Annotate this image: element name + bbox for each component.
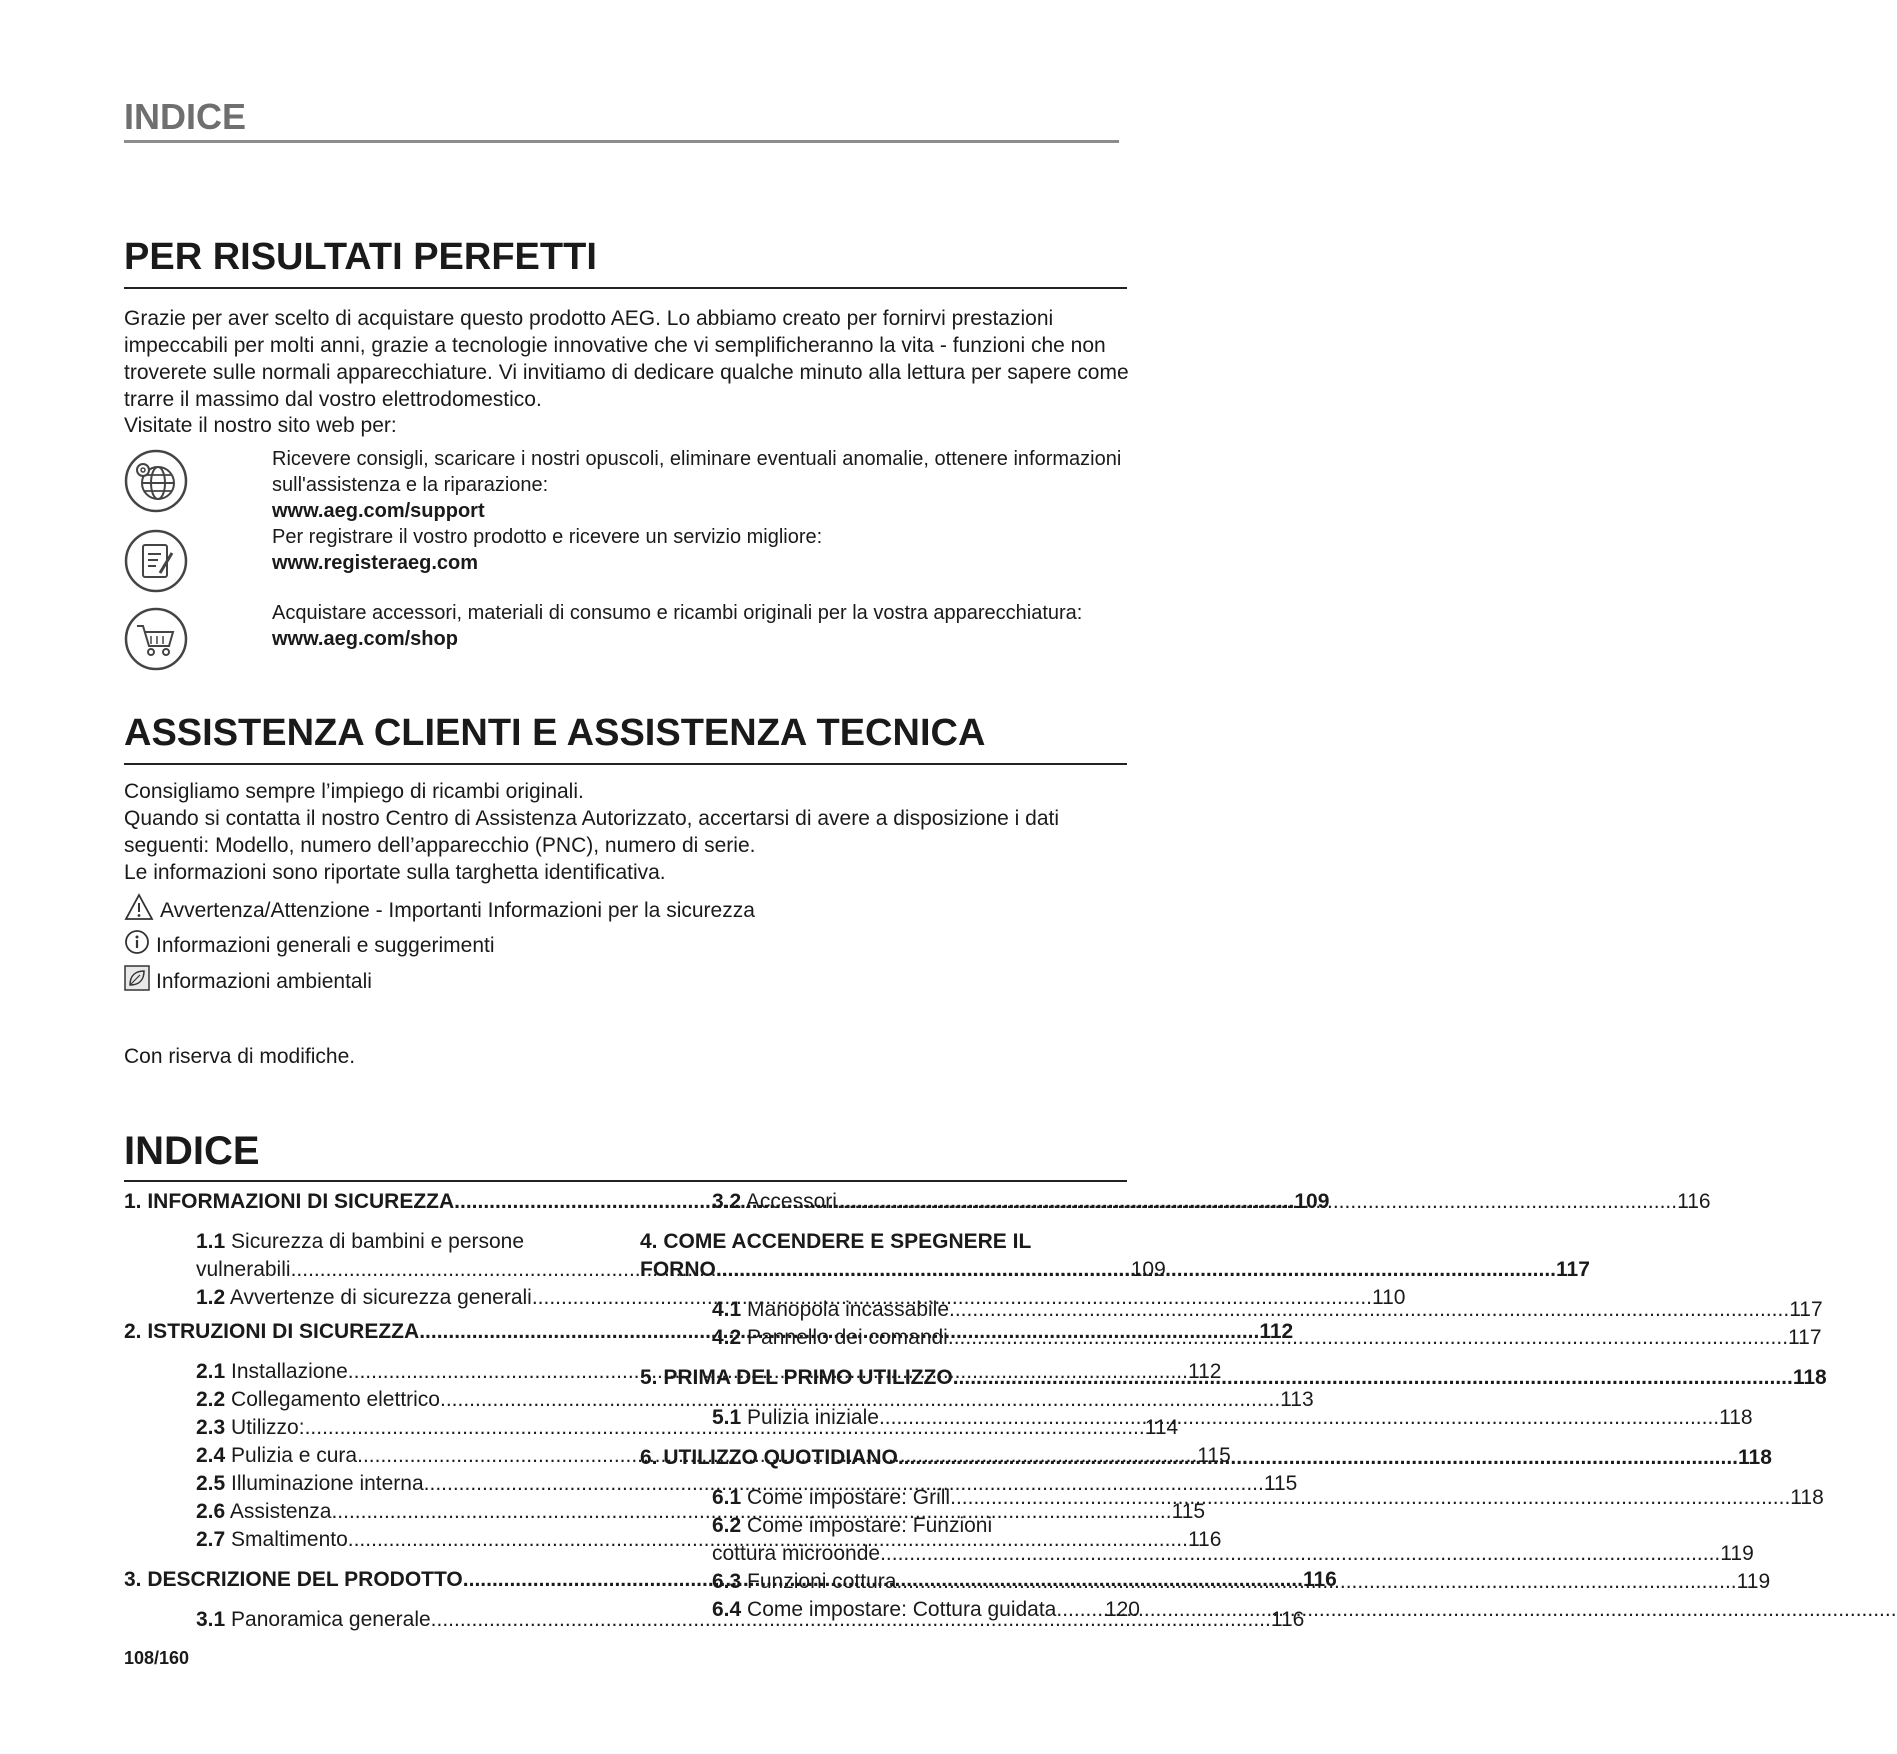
toc-page: 118 (1738, 1446, 1772, 1469)
toc-label: Collegamento elettrico (231, 1388, 440, 1411)
toc-num: 4.2 (712, 1326, 742, 1349)
shopping-cart-icon (123, 606, 189, 672)
toc-page: 115 (1171, 1500, 1206, 1523)
toc-num: 6.2 (712, 1514, 742, 1537)
toc-num: 5.1 (712, 1406, 742, 1429)
support-block (272, 446, 1132, 524)
toc-label: Come impostare: Cottura guidata (747, 1598, 1057, 1621)
toc-label: 3. DESCRIZIONE DEL PRODOTTO (124, 1568, 463, 1591)
toc-page: 117 (1789, 1298, 1823, 1321)
toc-label: Sicurezza di bambini e persone (231, 1230, 525, 1253)
register-link[interactable]: www.registeraeg.com (272, 552, 478, 574)
toc-num: 6.4 (712, 1598, 742, 1621)
toc-page: 112 (1259, 1320, 1294, 1343)
toc-label: Accessori (745, 1190, 837, 1213)
toc-page: 109 (1130, 1258, 1166, 1281)
toc-page: 114 (1144, 1416, 1179, 1439)
changes-note: Con riserva di modifiche. (124, 1045, 356, 1068)
toc-label: 4. COME ACCENDERE E SPEGNERE IL (640, 1230, 1032, 1253)
toc-label: Pulizia e cura (231, 1444, 358, 1467)
toc-num: 4.1 (712, 1298, 742, 1321)
toc-label: 2. ISTRUZIONI DI SICUREZZA (124, 1320, 420, 1343)
toc-page: 118 (1792, 1366, 1827, 1389)
toc-page: 117 (1556, 1258, 1590, 1281)
support-text: Ricevere consigli, scaricare i nostri opuscoli, eliminare eventuali anomalie, ottenere informazioni sull'assistenza e la riparazione: (272, 448, 1122, 496)
toc-page: 117 (1788, 1326, 1822, 1349)
index-rule (124, 1180, 1127, 1182)
legend-environment-text: Informazioni ambientali (156, 970, 372, 993)
toc-label: Come impostare: Funzioni (747, 1514, 993, 1537)
toc-label: Utilizzo: (231, 1416, 305, 1439)
toc-num: 1.1 (196, 1230, 226, 1253)
warning-icon (124, 893, 154, 929)
toc-section-6-4[interactable] (640, 1596, 1140, 1624)
toc-label: Panoramica generale (231, 1608, 431, 1631)
shop-text: Acquistare accessori, materiali di consumo e ricambi originali per la vostra apparecchiatura: (272, 602, 1083, 624)
toc-num: 2.4 (196, 1444, 226, 1467)
shop-link[interactable]: www.aeg.com/shop (272, 628, 458, 650)
toc-section-2-2[interactable] (124, 1386, 1314, 1414)
toc-label: FORNO (640, 1258, 716, 1281)
toc-num: 2.7 (196, 1528, 226, 1551)
register-text: Per registrare il vostro prodotto e ricevere un servizio migliore: (272, 526, 823, 548)
toc-label: Avvertenze di sicurezza generali (229, 1286, 532, 1309)
toc-num: 2.5 (196, 1472, 226, 1495)
legend-warning-text: Avvertenza/Attenzione - Importanti Informazioni per la sicurezza (160, 899, 755, 922)
toc-label: 6. UTILIZZO QUOTIDIANO (640, 1446, 898, 1469)
toc-label: 1. INFORMAZIONI DI SICUREZZA (124, 1190, 455, 1213)
assistance-text (124, 778, 1134, 886)
toc-page: 110 (1372, 1286, 1406, 1309)
toc-label: Manopola incassabile (747, 1298, 950, 1321)
support-link[interactable]: www.aeg.com/support (272, 500, 485, 522)
toc-page: 112 (1187, 1360, 1222, 1383)
visit-website-text: Visitate il nostro sito web per: (124, 414, 397, 437)
toc-page: 115 (1197, 1444, 1231, 1467)
info-icon (124, 929, 150, 963)
page-number: 108/160 (124, 1648, 190, 1668)
assistance-line-1: Consigliamo sempre l’impiego di ricambi originali. (124, 780, 584, 803)
toc-num: 3.2 (712, 1190, 742, 1213)
legend-info (124, 929, 495, 963)
toc-label: Installazione (231, 1360, 348, 1383)
toc-page: 115 (1263, 1472, 1298, 1495)
toc-label: cottura microonde (712, 1542, 881, 1565)
assistance-title: ASSISTENZA CLIENTI E ASSISTENZA TECNICA (124, 712, 986, 754)
header-rule (124, 140, 1119, 143)
toc-label: 5. PRIMA DEL PRIMO UTILIZZO (640, 1366, 953, 1389)
toc-page: 116 (1270, 1608, 1305, 1631)
toc-page: 116 (1187, 1528, 1222, 1551)
assistance-rule (124, 763, 1127, 765)
perfect-results-title: PER RISULTATI PERFETTI (124, 236, 597, 278)
legend-environment (124, 965, 372, 999)
header-title: INDICE (124, 96, 247, 137)
toc-num: 1.2 (196, 1286, 226, 1309)
shop-block (272, 600, 1132, 652)
toc-label: Smaltimento (231, 1528, 348, 1551)
toc-page: 119 (1736, 1570, 1771, 1593)
toc-num: 6.1 (712, 1486, 742, 1509)
toc-label: Funzioni cottura (747, 1570, 897, 1593)
toc-label: vulnerabili (196, 1258, 291, 1281)
toc-page: 109 (1294, 1190, 1330, 1213)
toc-label: Come impostare: Grill (747, 1486, 951, 1509)
toc-label: Pannello dei comandi (747, 1326, 948, 1349)
toc-page: 113 (1280, 1388, 1314, 1411)
toc-label: Pulizia iniziale (747, 1406, 879, 1429)
legend-info-text: Informazioni generali e suggerimenti (156, 934, 495, 957)
toc-label: Illuminazione interna (231, 1472, 424, 1495)
toc-num: 2.6 (196, 1500, 226, 1523)
registration-form-icon (123, 528, 189, 594)
leaf-icon (124, 965, 150, 999)
toc-num: 6.3 (712, 1570, 742, 1593)
toc-page: 120 (1104, 1598, 1140, 1621)
toc-num: 2.2 (196, 1388, 226, 1411)
assistance-line-2: Quando si contatta il nostro Centro di Assistenza Autorizzato, accertarsi di avere a disposizione i dati seguenti: Modello, numero dell’apparecchio (PNC), numero di serie. (124, 807, 1059, 857)
perfect-results-rule (124, 287, 1127, 289)
perfect-results-intro: Grazie per aver scelto di acquistare questo prodotto AEG. Lo abbiamo creato per fornirvi prestazioni impeccabili per molti anni, grazie a tecnologie innovative che vi semplificheranno la vita - funzioni che non troverete sulle normali apparecchiature. Vi invitiamo di dedicare qualche minuto alla lettura per sapere come trarre il massimo dal vostro elettrodomestico. (124, 307, 1129, 411)
toc-page: 118 (1790, 1486, 1824, 1509)
toc-num: 2.3 (196, 1416, 226, 1439)
toc-num: 3.1 (196, 1608, 226, 1631)
toc-page: 116 (1302, 1568, 1337, 1591)
toc-page: 118 (1719, 1406, 1753, 1429)
toc-num: 2.1 (196, 1360, 226, 1383)
index-title: INDICE (124, 1129, 260, 1173)
toc-label: Assistenza (229, 1500, 332, 1523)
assistance-line-3: Le informazioni sono riportate sulla targhetta identificativa. (124, 861, 666, 884)
toc-page: 116 (1677, 1190, 1711, 1213)
legend-warning (124, 893, 755, 929)
toc-page: 119 (1720, 1542, 1754, 1565)
register-block (272, 524, 1132, 576)
globe-icon (123, 448, 189, 514)
